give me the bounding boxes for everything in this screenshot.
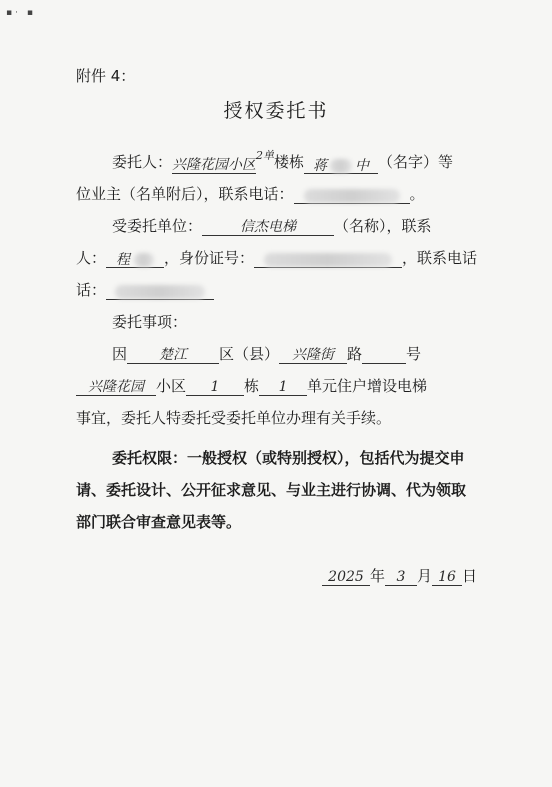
principal-name-fill <box>304 155 378 174</box>
agent-person-hw: 程 <box>116 252 131 268</box>
matters-building-label: 栋 <box>244 377 260 395</box>
date-year-label: 年 <box>370 567 386 585</box>
matters-road-fill: 兴隆街 <box>279 345 347 364</box>
agent-phone-fill <box>106 281 214 300</box>
date-month-label: 月 <box>417 567 433 585</box>
principal-phone-label: 位业主（名单附后），联系电话： <box>76 185 294 203</box>
agent-line-2 <box>76 248 477 268</box>
matters-community-label: 小区 <box>156 377 187 395</box>
principal-community-fill: 兴隆花园小区 <box>172 157 257 173</box>
authority-line-1: 委托权限：一般授权（或特别授权），包括代为提交申 <box>112 449 465 467</box>
redacted-person <box>134 253 154 267</box>
matters-line-3: 事宜，委托人特委托受委托单位办理有关手续。 <box>76 409 392 427</box>
redacted-id <box>264 253 392 267</box>
authority-line-3: 部门联合审查意见表等。 <box>76 513 242 531</box>
principal-building-suffix: 楼栋 <box>274 153 305 171</box>
agent-label: 受委托单位： <box>112 217 203 235</box>
principal-name-note: （名字）等 <box>378 153 454 171</box>
agent-person-fill <box>106 249 164 268</box>
matters-road-label: 路 <box>347 345 363 363</box>
scan-corner-mark: ▪· ▪ <box>6 8 36 18</box>
matters-district-fill: 楚江 <box>127 345 219 364</box>
redacted-name <box>330 159 352 173</box>
principal-label: 委托人： <box>112 153 173 171</box>
date-year-fill: 2025 <box>322 567 370 586</box>
principal-line-end: 。 <box>409 185 425 203</box>
agent-id-label: ，身份证号： <box>164 249 255 267</box>
agent-name-note: （名称），联系 <box>334 217 432 235</box>
principal-building-fill: 2单 <box>256 149 275 162</box>
agent-person-label: 人： <box>76 249 107 267</box>
document-title: 授权委托书 <box>223 100 329 122</box>
agent-line-1 <box>112 216 432 236</box>
redacted-phone <box>304 189 400 203</box>
matters-line-2 <box>76 376 427 396</box>
date-month-fill: 3 <box>385 567 417 586</box>
matters-number-label: 号 <box>406 345 422 363</box>
principal-line-1 <box>112 149 454 174</box>
matters-unit-label: 单元住户增设电梯 <box>307 377 428 395</box>
agent-id-fill <box>254 249 402 268</box>
principal-line-2 <box>76 184 425 204</box>
matters-heading: 委托事项： <box>112 313 188 331</box>
matters-community-fill: 兴隆花园 <box>76 377 156 396</box>
principal-name-hw: 蒋 <box>313 158 328 174</box>
date-day-label: 日 <box>462 567 478 585</box>
principal-phone-fill <box>294 185 410 204</box>
matters-number-fill <box>362 345 406 364</box>
matters-district-label: 区（县） <box>219 345 280 363</box>
attachment-label: 附件 4： <box>76 67 136 85</box>
agent-phone-label: ，联系电话 <box>402 249 478 267</box>
matters-line-start: 因 <box>112 345 128 363</box>
agent-line-3 <box>76 280 214 300</box>
date-day-fill: 16 <box>432 567 462 586</box>
principal-name-hw2: 中 <box>355 158 370 174</box>
redacted-agent-phone <box>115 285 205 299</box>
authority-line-2: 请、委托设计、公开征求意见、与业主进行协调、代为领取 <box>76 481 467 499</box>
matters-unit-fill: 1 <box>259 377 307 396</box>
agent-phone-line-start: 话： <box>76 281 107 299</box>
date-line <box>322 566 477 586</box>
matters-line-1 <box>112 344 421 364</box>
matters-building-fill: 1 <box>186 377 244 396</box>
agent-company-fill: 信杰电梯 <box>202 217 334 236</box>
